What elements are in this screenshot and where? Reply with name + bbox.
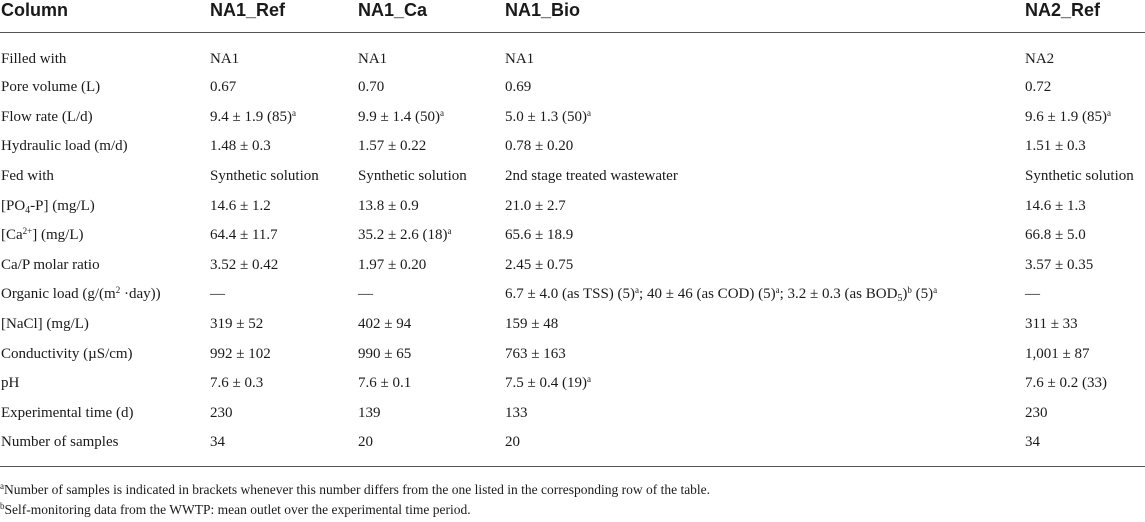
text-run: 1.57 ± 0.22 [358, 138, 427, 155]
text-run: 319 ± 52 [210, 316, 264, 333]
text-run: 7.6 ± 0.3 [210, 375, 264, 392]
text-run: 0.67 [210, 79, 237, 96]
text-run: 13.8 ± 0.9 [358, 197, 419, 214]
table-cell [1022, 221, 1145, 251]
superscript: a [291, 107, 296, 118]
text-run: 1.51 ± 0.3 [1025, 138, 1086, 155]
table-cell [355, 399, 502, 429]
table-cell [1022, 339, 1145, 369]
table-cell [207, 251, 355, 281]
table-cell [502, 339, 1022, 369]
row-label [0, 428, 207, 466]
row-label [0, 251, 207, 281]
table-row [0, 339, 1145, 369]
text-run: Synthetic solution [210, 168, 319, 185]
table-cell [1022, 369, 1145, 399]
subscript: 4 [25, 204, 31, 216]
row-label [0, 221, 207, 251]
text-run: 1.97 ± 0.20 [358, 256, 427, 273]
superscript: a [933, 285, 938, 296]
text-run: 311 ± 33 [1025, 316, 1078, 333]
table-cell [355, 280, 502, 310]
text-run: [PO [1, 197, 26, 214]
table-row [0, 162, 1145, 192]
row-label [0, 73, 207, 103]
table-cell [1022, 251, 1145, 281]
table-row [0, 103, 1145, 133]
text-run: ·day)) [120, 286, 161, 303]
text-run: 64.4 ± 11.7 [210, 227, 278, 244]
row-label [0, 369, 207, 399]
text-run: 7.6 ± 0.2 (33) [1025, 375, 1107, 392]
text-run: 20 [358, 434, 373, 451]
text-run: 35.2 ± 2.6 (18) [358, 227, 448, 244]
text-run: 7.5 ± 0.4 (19) [505, 375, 587, 392]
table-row [0, 33, 1145, 74]
text-run: 230 [210, 404, 233, 421]
table-cell [502, 33, 1022, 74]
table-cell [207, 33, 355, 74]
text-run: 7.6 ± 0.1 [358, 375, 412, 392]
table-cell [355, 251, 502, 281]
text-run: Organic load (g/(m [1, 286, 116, 303]
text-run: Number of samples is indicated in brackets whenever this number differs from the one listed in the corresponding row of the table. [4, 482, 711, 497]
superscript: 2 [115, 285, 121, 296]
text-run: Hydraulic load (m/d) [1, 138, 128, 155]
text-run: 0.70 [358, 79, 385, 96]
table-row [0, 132, 1145, 162]
row-label [0, 339, 207, 369]
table-cell [207, 103, 355, 133]
text-run: — [210, 286, 225, 303]
table-cell [355, 428, 502, 466]
table-cell [207, 221, 355, 251]
table-cell [502, 103, 1022, 133]
table-cell [355, 103, 502, 133]
table-cell [502, 428, 1022, 466]
text-run: ) [902, 286, 908, 303]
text-run: [Ca [1, 227, 23, 244]
text-run: Synthetic solution [1025, 168, 1134, 185]
text-run: 6.7 ± 4.0 (as TSS) (5) [505, 286, 636, 303]
row-label [0, 399, 207, 429]
text-run: Conductivity (µS/cm) [1, 345, 133, 362]
footnote [0, 500, 1145, 520]
superscript: a [635, 285, 640, 296]
text-run: Flow rate (L/d) [1, 108, 93, 125]
row-label [0, 103, 207, 133]
table-row [0, 310, 1145, 340]
header-column: Column [0, 0, 207, 33]
table-cell [502, 251, 1022, 281]
text-run: NA1 [505, 50, 535, 67]
table-cell [207, 191, 355, 221]
header-na2-ref: NA2_Ref [1022, 0, 1145, 33]
text-run: 992 ± 102 [210, 345, 271, 362]
footnotes [0, 480, 1145, 520]
text-run: NA1 [358, 50, 388, 67]
table-row [0, 369, 1145, 399]
table-cell [355, 310, 502, 340]
table-cell [502, 191, 1022, 221]
table-cell [502, 73, 1022, 103]
table-cell [502, 162, 1022, 192]
text-run: pH [1, 375, 20, 392]
text-run: 14.6 ± 1.3 [1025, 197, 1086, 214]
table-cell [207, 162, 355, 192]
superscript: 2+ [22, 226, 33, 237]
text-run: 990 ± 65 [358, 345, 412, 362]
superscript: a [1106, 107, 1111, 118]
text-run: 34 [210, 434, 225, 451]
text-run: — [358, 286, 373, 303]
table-body [0, 33, 1145, 467]
table-cell [1022, 103, 1145, 133]
text-run: 0.72 [1025, 79, 1052, 96]
table-row [0, 73, 1145, 103]
table-cell [502, 280, 1022, 310]
table-cell [1022, 73, 1145, 103]
footnote [0, 480, 1145, 500]
text-run: 21.0 ± 2.7 [505, 197, 566, 214]
text-run: Experimental time (d) [1, 404, 134, 421]
text-run: Pore volume (L) [1, 79, 101, 96]
table-cell [355, 132, 502, 162]
row-label [0, 310, 207, 340]
table-row [0, 280, 1145, 310]
table-cell [207, 339, 355, 369]
row-label [0, 280, 207, 310]
text-run: 34 [1025, 434, 1040, 451]
table-cell [1022, 162, 1145, 192]
superscript: b [907, 285, 912, 296]
text-run: NA2 [1025, 50, 1055, 67]
table-cell [207, 399, 355, 429]
text-run: 5.0 ± 1.3 (50) [505, 108, 587, 125]
table-cell [355, 191, 502, 221]
table-row [0, 428, 1145, 466]
text-run: 159 ± 48 [505, 316, 559, 333]
text-run: 3.52 ± 0.42 [210, 256, 279, 273]
table-cell [502, 369, 1022, 399]
row-label [0, 191, 207, 221]
row-label [0, 162, 207, 192]
table-cell [502, 221, 1022, 251]
table-cell [207, 280, 355, 310]
text-run: 230 [1025, 404, 1048, 421]
superscript: a [586, 374, 591, 385]
text-run: 2nd stage treated wastewater [505, 168, 678, 185]
text-run: 9.6 ± 1.9 (85) [1025, 108, 1107, 125]
text-run: 133 [505, 404, 528, 421]
text-run: NA1 [210, 50, 240, 67]
superscript: a [447, 226, 452, 237]
table-cell [502, 399, 1022, 429]
table-cell [355, 73, 502, 103]
table-row [0, 251, 1145, 281]
text-run: Self-monitoring data from the WWTP: mean outlet over the experimental time period. [4, 502, 471, 517]
text-run: 20 [505, 434, 520, 451]
row-label [0, 33, 207, 74]
table-cell [1022, 191, 1145, 221]
text-run: Number of samples [1, 434, 119, 451]
table-cell [355, 339, 502, 369]
text-run: 66.8 ± 5.0 [1025, 227, 1086, 244]
table-cell [207, 428, 355, 466]
text-run: Fed with [1, 168, 54, 185]
header-row [0, 0, 1145, 33]
table-cell [1022, 399, 1145, 429]
text-run: 763 ± 163 [505, 345, 566, 362]
table-cell [1022, 132, 1145, 162]
table-cell [1022, 310, 1145, 340]
text-run: 9.4 ± 1.9 (85) [210, 108, 292, 125]
text-run: 14.6 ± 1.2 [210, 197, 271, 214]
text-run: 1.48 ± 0.3 [210, 138, 271, 155]
table-row [0, 221, 1145, 251]
text-run: -P] (mg/L) [30, 197, 95, 214]
table-cell [207, 369, 355, 399]
superscript: a [0, 481, 4, 491]
text-run: ; 40 ± 46 (as COD) (5) [639, 286, 776, 303]
table-cell [355, 369, 502, 399]
table-cell [1022, 33, 1145, 74]
text-run: — [1025, 286, 1040, 303]
text-run: [NaCl] (mg/L) [1, 316, 89, 333]
table-cell [1022, 280, 1145, 310]
table-cell [355, 221, 502, 251]
superscript: a [775, 285, 780, 296]
text-run: 0.69 [505, 79, 532, 96]
superscript: b [0, 501, 5, 511]
text-run: 1,001 ± 87 [1025, 345, 1090, 362]
row-label [0, 132, 207, 162]
table-cell [502, 132, 1022, 162]
text-run: Synthetic solution [358, 168, 467, 185]
subscript: 5 [897, 293, 903, 305]
text-run: 2.45 ± 0.75 [505, 256, 574, 273]
text-run: 402 ± 94 [358, 316, 412, 333]
text-run: 65.6 ± 18.9 [505, 227, 574, 244]
header-na1-ca: NA1_Ca [355, 0, 502, 33]
table-cell [207, 73, 355, 103]
text-run: ] (mg/L) [32, 227, 84, 244]
table-cell [1022, 428, 1145, 466]
text-run: Ca/P molar ratio [1, 256, 100, 273]
table-cell [355, 33, 502, 74]
table-row [0, 399, 1145, 429]
table-row [0, 191, 1145, 221]
text-run: 3.57 ± 0.35 [1025, 256, 1094, 273]
text-run: 9.9 ± 1.4 (50) [358, 108, 440, 125]
header-na1-bio: NA1_Bio [502, 0, 1022, 33]
table-header [0, 0, 1145, 33]
table-cell [207, 310, 355, 340]
text-run: (5) [911, 286, 934, 303]
text-run: 139 [358, 404, 381, 421]
superscript: a [586, 107, 591, 118]
text-run: ; 3.2 ± 0.3 (as BOD [779, 286, 898, 303]
header-na1-ref: NA1_Ref [207, 0, 355, 33]
text-run: Filled with [1, 50, 67, 67]
superscript: a [439, 107, 444, 118]
table-cell [207, 132, 355, 162]
text-run: 0.78 ± 0.20 [505, 138, 574, 155]
table-cell [355, 162, 502, 192]
table-cell [502, 310, 1022, 340]
